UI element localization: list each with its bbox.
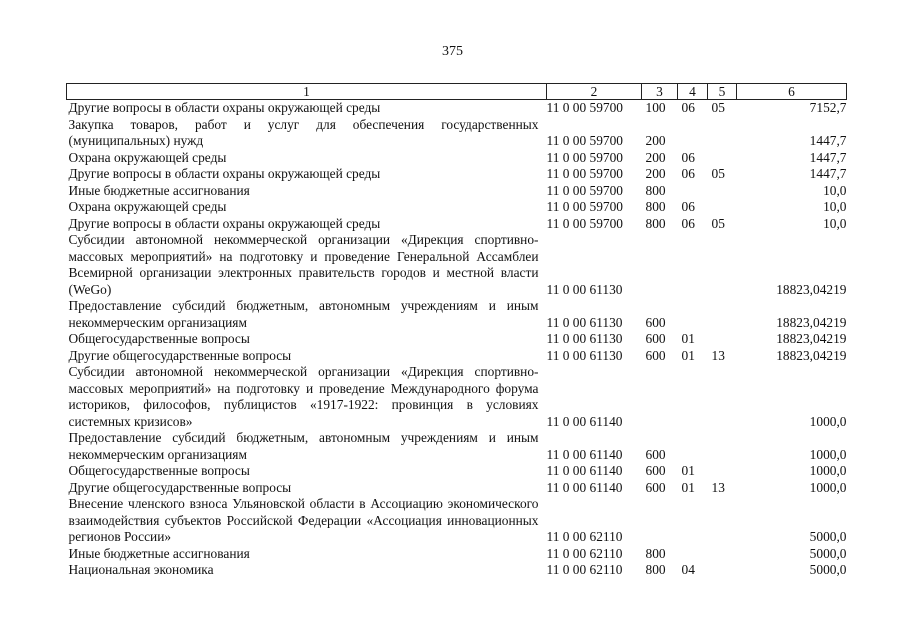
row-pr [708,331,737,348]
table-row [67,496,847,546]
row-pr [708,232,737,298]
row-csr: 11 0 00 62110 [546,545,623,561]
row-name: Иные бюджетные ассигнования [68,545,250,561]
row-pr [708,364,737,430]
row-rz [678,232,708,298]
row-rz [678,364,708,430]
table-row [67,117,847,150]
row-sum: 10,0 [823,199,847,214]
row-pr [708,463,737,480]
row-sum: 18823,04219 [776,331,847,346]
row-rz: 01 [681,479,695,495]
row-name: Общегосударственные вопросы [68,331,250,346]
row-csr: 11 0 00 61140 [546,413,623,429]
row-pr [708,117,737,150]
row-pr: 05 [711,100,725,115]
row-name: Внесение членского взноса Ульяновской области в Ассоциацию экономического взаимодействия субъектов Российской Федерации «Ассоциация инновационных регионов России» [68,496,539,544]
row-vr: 600 [645,314,666,330]
row-sum: 1447,7 [809,133,847,148]
row-pr [708,183,737,200]
row-vr: 800 [645,199,666,214]
row-sum: 5000,0 [809,529,847,544]
row-sum: 1000,0 [809,479,847,495]
row-pr [708,199,737,216]
row-vr: 600 [645,331,666,346]
table-header [67,84,847,100]
row-vr: 800 [645,562,666,577]
row-vr [642,232,678,298]
header-col-4: 4 [678,84,708,100]
row-rz [678,183,708,200]
row-name: Другие вопросы в области охраны окружающей среды [68,100,381,115]
row-name: Предоставление субсидий бюджетным, автономным учреждениям и иным некоммерческим организациям [68,430,539,462]
row-name: Субсидии автономной некоммерческой организации «Дирекция спортивно-массовых мероприятий» на подготовку и проведение Генеральной Ассамблеи Всемирной организации электронных правительств городов и местной власти (WeGo) [68,232,539,297]
row-name: Другие вопросы в области охраны окружающей среды [68,166,381,181]
row-sum: 1447,7 [809,166,847,181]
row-rz [678,546,708,563]
row-rz: 06 [681,215,695,231]
row-vr: 600 [645,347,666,363]
table-row [67,298,847,331]
row-vr [642,496,678,546]
row-sum: 1000,0 [809,413,847,429]
row-name: Предоставление субсидий бюджетным, автономным учреждениям и иным некоммерческим организациям [68,298,539,330]
row-pr: 13 [711,347,725,363]
row-name: Охрана окружающей среды [68,149,227,165]
row-pr: 05 [711,166,725,181]
table-row [67,199,847,216]
row-csr: 11 0 00 59700 [546,133,623,148]
row-vr: 800 [645,545,666,561]
table-row [67,183,847,200]
row-name: Другие общегосударственные вопросы [68,347,292,363]
row-sum: 5000,0 [809,562,847,577]
row-csr: 11 0 00 61130 [546,331,623,346]
row-csr: 11 0 00 59700 [546,166,623,181]
row-vr: 600 [645,479,666,495]
budget-table [66,83,847,579]
row-rz: 01 [681,463,695,478]
row-vr: 200 [645,149,666,165]
row-rz: 06 [681,149,695,165]
row-name: Охрана окружающей среды [68,199,227,214]
row-pr: 13 [711,479,725,495]
row-pr [708,496,737,546]
table-row [67,100,847,117]
row-name: Закупка товаров, работ и услуг для обеспечения государственных (муниципальных) нужд [68,116,539,148]
row-csr: 11 0 00 61130 [546,314,623,330]
row-name: Другие вопросы в области охраны окружающей среды [68,215,381,231]
row-rz: 01 [681,331,695,346]
row-name: Общегосударственные вопросы [68,463,250,478]
row-sum: 1000,0 [809,463,847,478]
row-sum: 5000,0 [809,545,847,561]
table-body [67,100,847,579]
row-rz [678,117,708,150]
row-sum: 18823,04219 [776,314,847,330]
row-csr: 11 0 00 62110 [546,529,623,544]
row-pr [708,562,737,579]
row-vr: 600 [645,463,666,478]
table-row [67,430,847,463]
row-rz: 06 [681,100,695,115]
table-row [67,480,847,497]
row-pr [708,298,737,331]
row-rz [678,496,708,546]
row-rz: 04 [681,562,695,577]
row-vr: 800 [645,215,666,231]
row-rz: 01 [681,347,695,363]
row-csr: 11 0 00 62110 [546,562,623,577]
header-col-6: 6 [737,84,847,100]
row-sum: 18823,04219 [776,347,847,363]
row-pr [708,546,737,563]
table-row [67,364,847,430]
row-pr [708,150,737,167]
row-sum: 1000,0 [809,446,847,462]
row-name: Субсидии автономной некоммерческой организации «Дирекция спортивно-массовых мероприятий» на подготовку и проведение Международного форума историков, философов, публицистов «1917-1922: провинция в условиях системных кризисов» [68,364,539,429]
row-rz [678,298,708,331]
row-sum: 7152,7 [809,100,847,115]
row-sum: 18823,04219 [776,281,847,297]
table-row [67,331,847,348]
header-col-5: 5 [708,84,737,100]
row-vr: 200 [645,133,666,148]
row-csr: 11 0 00 59700 [546,100,623,115]
header-col-1: 1 [67,84,547,100]
row-pr: 05 [711,215,725,231]
table-row [67,232,847,298]
table-row [67,562,847,579]
header-col-2: 2 [547,84,642,100]
row-csr: 11 0 00 59700 [546,149,623,165]
table-row [67,150,847,167]
row-sum: 1447,7 [809,149,847,165]
row-vr: 800 [645,182,666,198]
row-csr: 11 0 00 61140 [546,446,623,462]
row-vr: 200 [645,166,666,181]
row-csr: 11 0 00 61130 [546,281,623,297]
row-rz: 06 [681,199,695,214]
row-csr: 11 0 00 61130 [546,347,623,363]
header-row [67,84,847,100]
table-row [67,546,847,563]
row-name: Иные бюджетные ассигнования [68,182,250,198]
row-sum: 10,0 [823,215,847,231]
row-pr [708,430,737,463]
table-row [67,463,847,480]
row-csr: 11 0 00 59700 [546,215,623,231]
row-csr: 11 0 00 61140 [546,463,623,478]
row-csr: 11 0 00 59700 [546,199,623,214]
table-row [67,348,847,365]
row-vr: 100 [645,100,666,115]
header-col-3: 3 [642,84,678,100]
row-csr: 11 0 00 61140 [546,479,623,495]
row-vr [642,364,678,430]
row-rz [678,430,708,463]
row-rz: 06 [681,166,695,181]
table-row [67,216,847,233]
page-number: 375 [442,44,463,59]
table-row [67,166,847,183]
row-sum: 10,0 [823,182,847,198]
row-name: Другие общегосударственные вопросы [68,479,292,495]
row-csr: 11 0 00 59700 [546,182,623,198]
row-vr: 600 [645,446,666,462]
row-name: Национальная экономика [68,562,214,577]
